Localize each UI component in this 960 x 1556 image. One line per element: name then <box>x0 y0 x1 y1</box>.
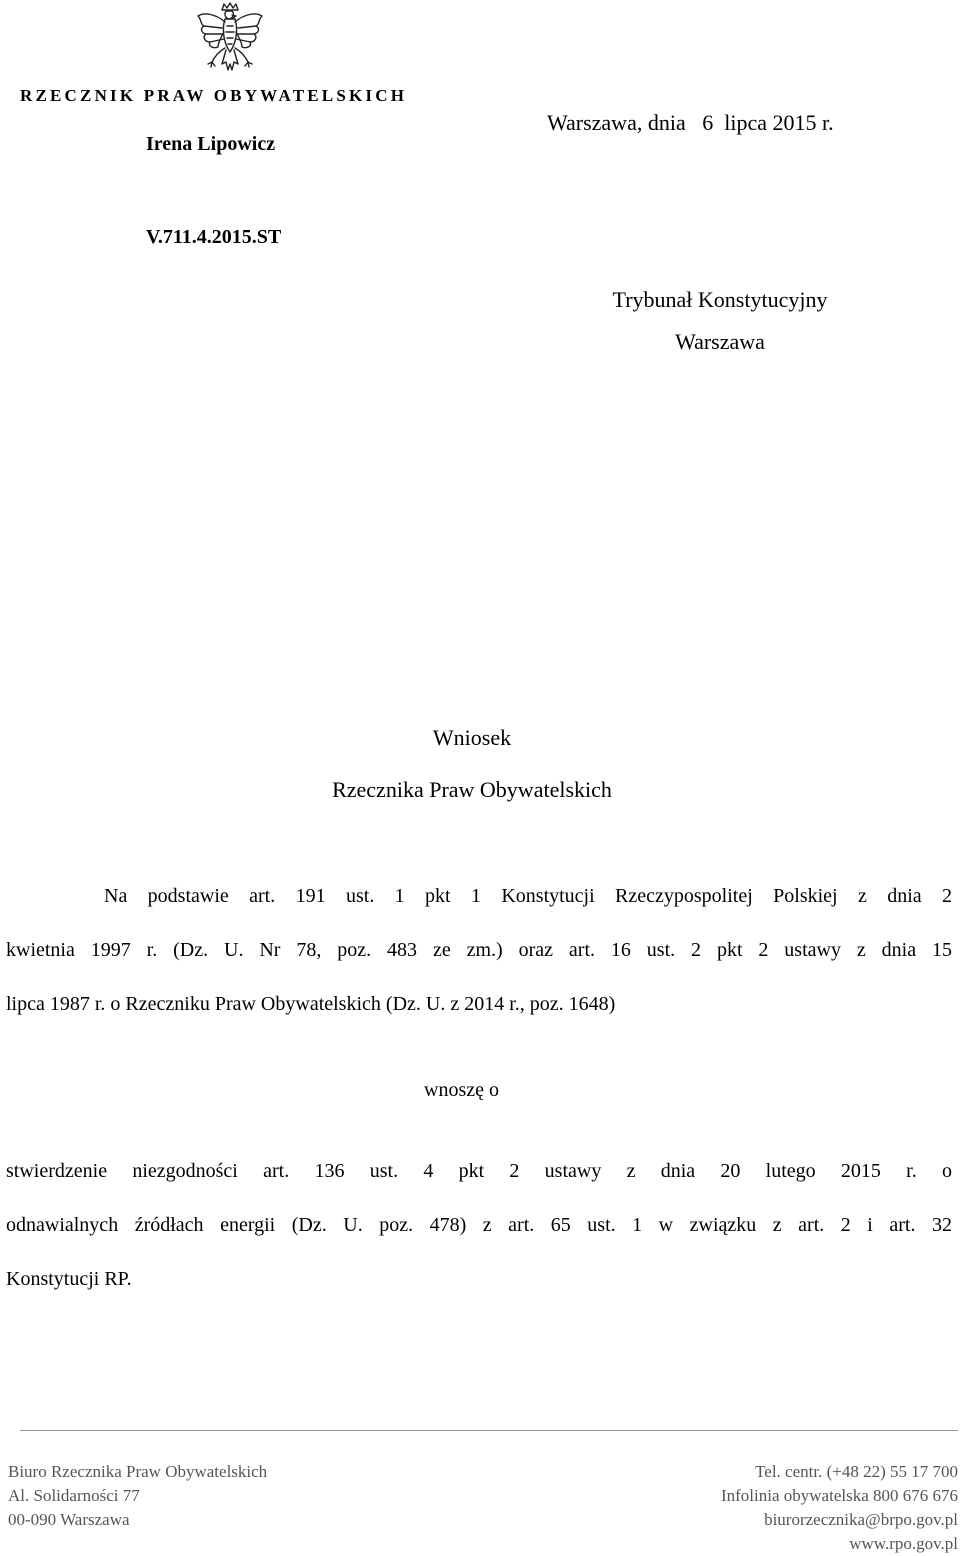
footer-contact <box>721 1460 958 1556</box>
recipient-name: Trybunał Konstytucyjny <box>612 287 828 312</box>
case-reference: V.711.4.2015.ST <box>146 226 282 248</box>
footer-divider <box>20 1430 958 1431</box>
legal-basis-paragraph <box>6 879 952 1041</box>
footer-hotline: Infolinia obywatelska 800 676 676 <box>720 1486 958 1505</box>
footer-website-link[interactable]: www.rpo.gov.pl <box>849 1534 958 1553</box>
paragraph-line: odnawialnych źródłach energii (Dz. U. poz. 478) z art. 65 ust. 1 w związku z art. 2 i art. 32 <box>6 1214 952 1236</box>
footer-phone: Tel. centr. (+48 22) 55 17 700 <box>755 1462 958 1481</box>
signatory-name: Irena Lipowicz <box>146 133 276 155</box>
request-phrase: wnoszę o <box>424 1079 499 1101</box>
place-and-date: Warszawa, dnia 6 lipca 2015 r. <box>547 110 834 135</box>
paragraph-line: Konstytucji RP. <box>6 1268 132 1290</box>
paragraph-line: stwierdzenie niezgodności art. 136 ust. 4 pkt 2 ustawy z dnia 20 lutego 2015 r. o <box>6 1160 952 1182</box>
footer-office-name: Biuro Rzecznika Praw Obywatelskich <box>8 1462 268 1481</box>
footer-address <box>8 1460 267 1532</box>
footer-email-link[interactable]: biurorzecznika@brpo.gov.pl <box>764 1510 958 1529</box>
document-subtitle-line: Rzecznika Praw Obywatelskich <box>332 777 612 802</box>
claim-paragraph <box>6 1154 952 1316</box>
document-title <box>240 723 704 805</box>
footer-postcode-city: 00-090 Warszawa <box>8 1510 130 1529</box>
recipient-block <box>560 284 880 368</box>
institution-name: RZECZNIK PRAW OBYWATELSKICH <box>20 86 408 105</box>
polish-eagle-emblem-icon <box>196 2 264 82</box>
paragraph-line: lipca 1987 r. o Rzeczniku Praw Obywatelskich (Dz. U. z 2014 r., poz. 1648) <box>6 993 616 1015</box>
recipient-city: Warszawa <box>675 329 765 354</box>
paragraph-line: Na podstawie art. 191 ust. 1 pkt 1 Konstytucji Rzeczypospolitej Polskiej z dnia 2 <box>104 885 952 907</box>
document-title-line: Wniosek <box>432 725 512 750</box>
footer-street: Al. Solidarności 77 <box>8 1486 140 1505</box>
paragraph-line: kwietnia 1997 r. (Dz. U. Nr 78, poz. 483 ze zm.) oraz art. 16 ust. 2 pkt 2 ustawy z dnia 15 <box>6 939 952 961</box>
